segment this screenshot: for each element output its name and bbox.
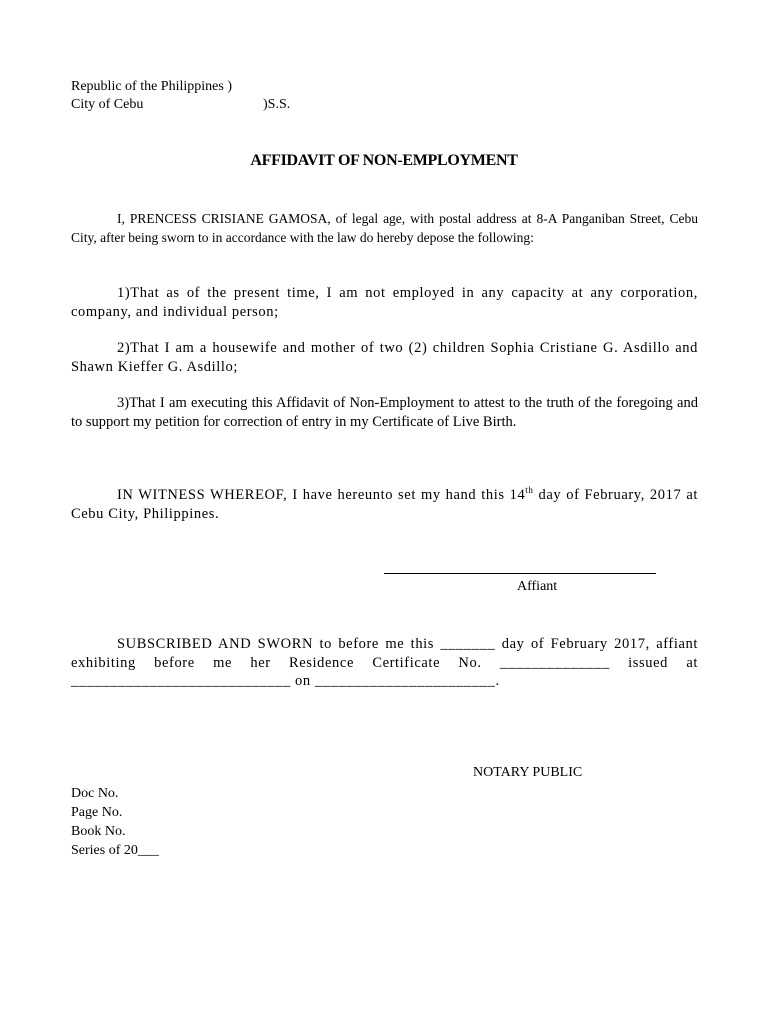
series-of: Series of 20___ [71, 843, 159, 858]
witness-text: IN WITNESS WHEREOF, I have hereunto set my hand this 14 [117, 487, 526, 503]
doc-no: Doc No. [71, 786, 119, 801]
affiant-label: Affiant [517, 579, 558, 594]
item-paragraph-1 [71, 284, 698, 321]
venue-city-row [71, 96, 291, 114]
venue-republic: Republic of the Philippines ) [71, 79, 232, 94]
item-2-text: 2)That I am a housewife and mother of two (2) children Sophia Cristiane G. Asdillo and Shawn Kieffer G. Asdillo; [71, 340, 698, 375]
venue-city: City of Cebu [71, 97, 144, 112]
witness-paragraph [71, 486, 698, 523]
book-no: Book No. [71, 824, 126, 839]
witness-text-end: day of February, 2017 at Cebu City, Philippines. [71, 487, 698, 522]
venue-header [71, 78, 291, 114]
witness-superscript: th [525, 485, 534, 496]
subscribed-text: SUBSCRIBED AND SWORN to before me this _______ day of February 2017, affiant exhibiting before me her Residence Certificate No. ______________ issued at ____________________________ on _______________________. [71, 636, 698, 689]
notary-public-label: NOTARY PUBLIC [473, 765, 583, 780]
venue-ss: )S.S. [263, 97, 291, 112]
document-title: AFFIDAVIT OF NON-EMPLOYMENT [250, 152, 518, 169]
page-no: Page No. [71, 805, 123, 820]
item-paragraph-3 [71, 394, 698, 431]
item-1-text: 1)That as of the present time, I am not employed in any capacity at any corporation, company, and individual person; [71, 285, 698, 320]
item-paragraph-2 [71, 339, 698, 376]
intro-text: I, PRENCESS CRISIANE GAMOSA, of legal age, with postal address at 8-A Panganiban Street, Cebu City, after being sworn to in accordance with the law do hereby depose the following: [71, 211, 698, 245]
item-3-text: 3)That I am executing this Affidavit of Non-Employment to attest to the truth of the foregoing and to support my petition for correction of entry in my Certificate of Live Birth. [71, 395, 698, 430]
signature-line [384, 563, 656, 574]
intro-paragraph [71, 210, 698, 247]
subscribed-paragraph [71, 635, 698, 691]
notarial-register [71, 784, 159, 860]
